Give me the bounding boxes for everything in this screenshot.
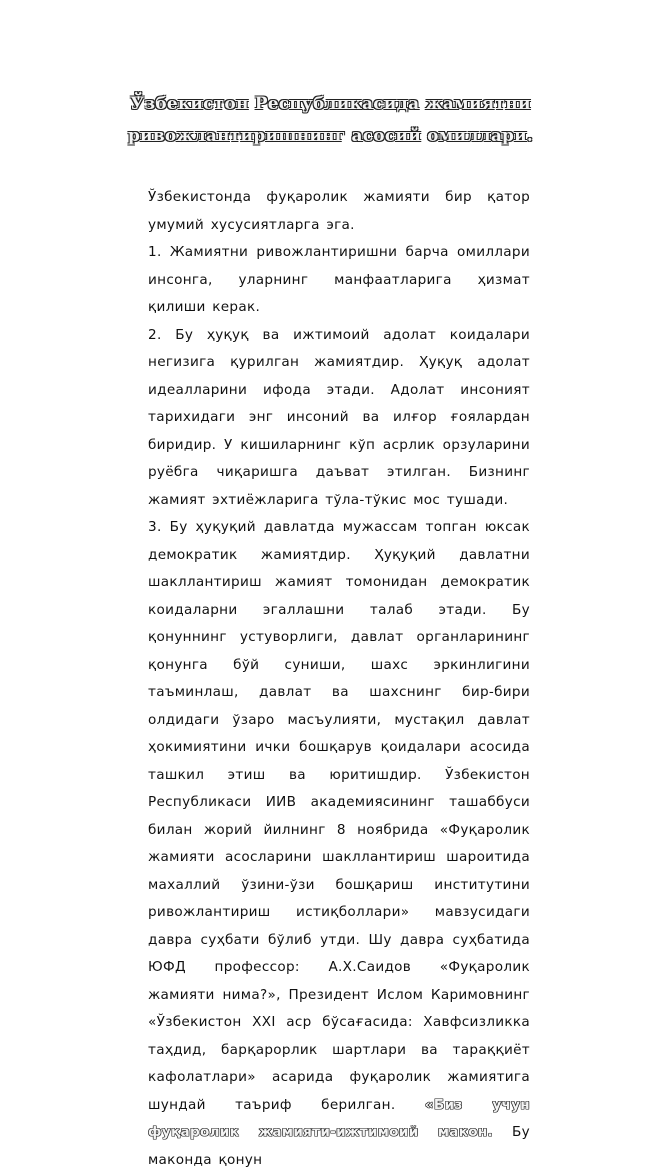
paragraph-3 xyxy=(148,514,530,1174)
document-title-line-2: ривожлантиришнинг асосий омиллари. xyxy=(127,126,534,146)
document-body xyxy=(148,184,530,1174)
paragraph-1: 1. Жамиятни ривожлантиришни барча омиллари инсонга, уларнинг манфаатларига ҳизмат қилиши керак. xyxy=(148,244,530,315)
paragraph-3-emphasis: «Биз учун фуқаролик жамияти-ижтимоий макон. xyxy=(148,1096,530,1140)
paragraph-3-end: Бу маконда қонун xyxy=(148,1124,530,1168)
paragraph-intro: Ўзбекистонда фуқаролик жамияти бир қатор умумий хусусиятларга эга. xyxy=(148,189,530,233)
paragraph-2: 2. Бу ҳуқуқ ва ижтимоий адолат коидалари негизига қурилган жамиятдир. Ҳуқуқ адолат идеалларини ифода этади. Адолат инсоният тарихидаги энг инсоний ва илғор ғоялардан биридир. У кишиларнинг кўп асрлик орзуларини руёбга чиқаришга даъват этилган. Бизнинг жамият эхтиёжларига тўла-тўкис мос тушади. xyxy=(148,326,530,508)
document-title-line-1: Ўзбекистон Республикасида жамиятни xyxy=(130,94,531,114)
paragraph-3-text: 3. Бу ҳуқуқий давлатда мужассам топган юксак демократик жамиятдир. Ҳуқуқий давлатни шакллантириш жамият томонидан демократик коидаларни эгаллашни талаб этади. Бу қонуннинг устуворлиги, давлат органларининг қонунга бўй суниши, шахс эркинлигини таъминлаш, давлат ва шахснинг бир-бири олдидаги ўзаро масъулияти, мустақил давлат ҳокимиятини ички бошқарув қоидалари асосида ташкил этиш ва юритишдир. Ўзбекистон Республикаси ИИВ академиясининг ташаббуси билан жорий йилнинг 8 ноябрида «Фуқаролик жамияти асосларини шакллантириш шароитида махаллий ўзини-ўзи бошқариш институтини ривожлантириш истиқболлари» мавзусидаги давра суҳбати бўлиб утди. Шу давра суҳбатида ЮФД профессор: А.Х.Саидов «Фуқаролик жамияти нима?», Президент Ислом Каримовнинг «Ўзбекистон XXI аср бўсағасида: Хавфсизликка таҳдид, барқарорлик шартлари ва тараққиёт кафолатлари» асарида фуқаролик жамиятига шундай таъриф берилган. xyxy=(148,519,530,1113)
